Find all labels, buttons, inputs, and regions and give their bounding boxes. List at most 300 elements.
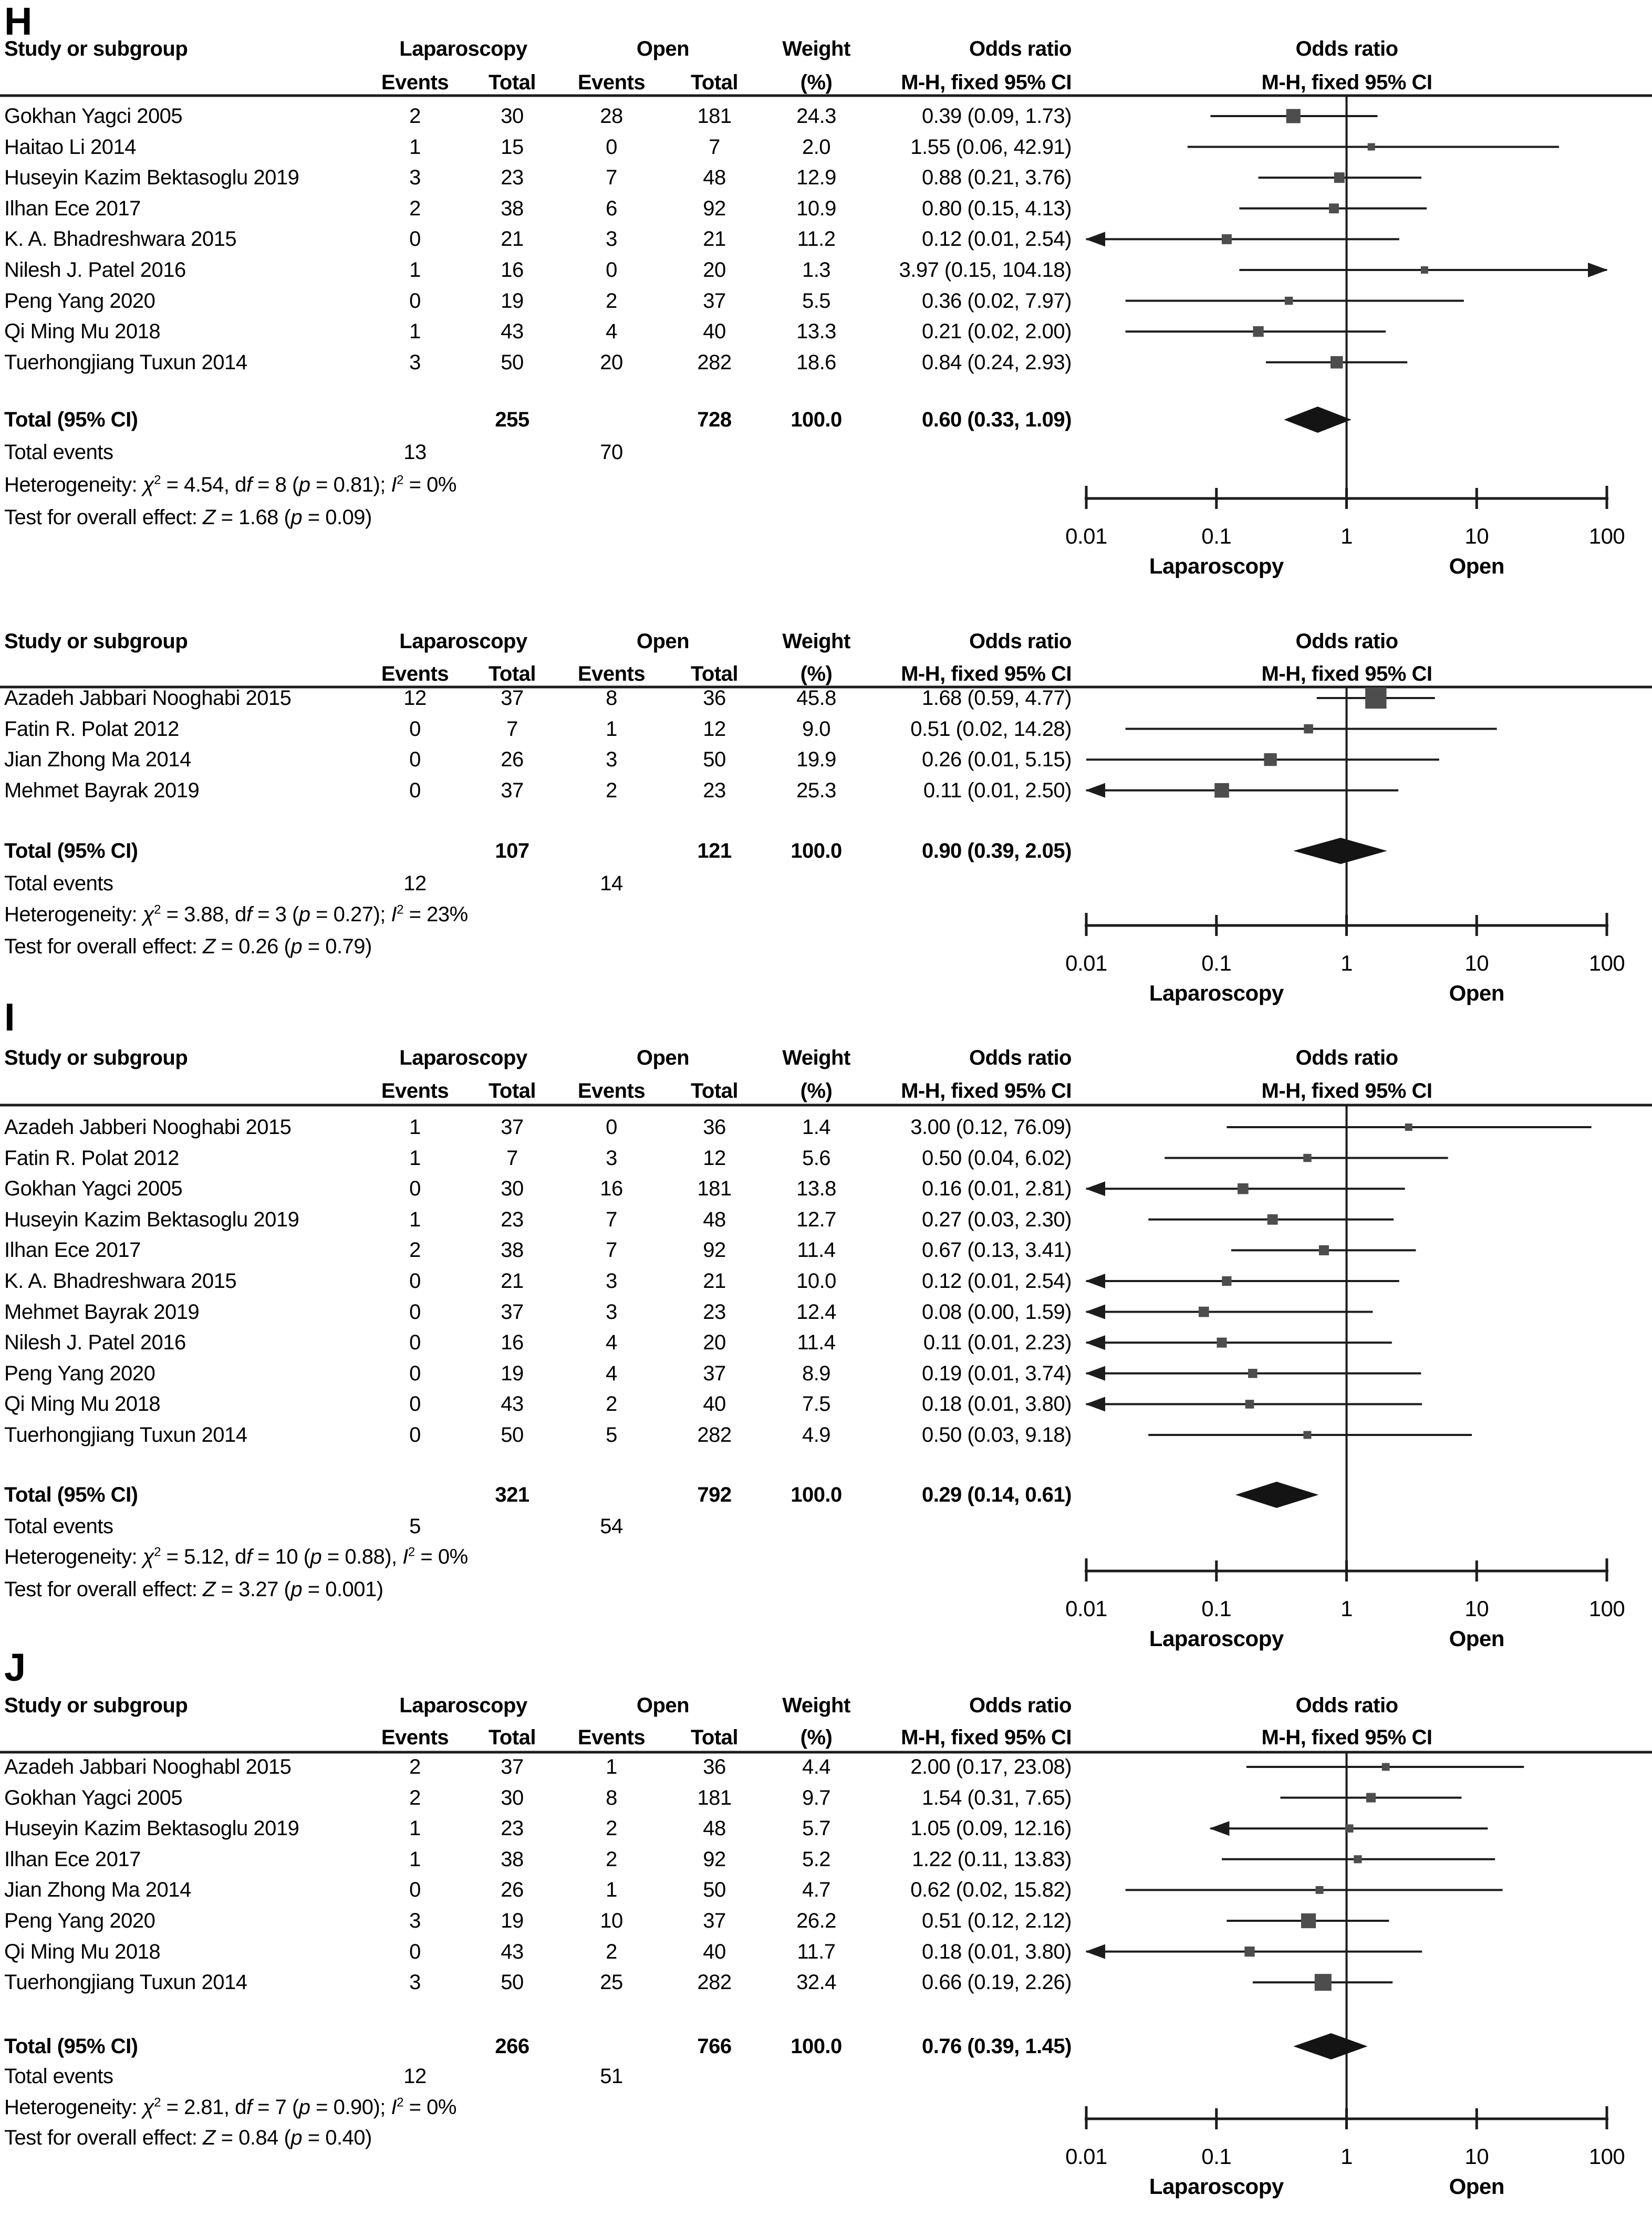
open-events-value: 3: [606, 227, 617, 251]
weight-value: 26.2: [796, 1909, 836, 1932]
lap-total-value: 37: [501, 778, 524, 802]
or-square: [1267, 1214, 1278, 1225]
axis-tick-label: 0.01: [1065, 524, 1107, 548]
column-header-lap-total: Total: [488, 662, 536, 685]
column-header-open: Open: [636, 1046, 690, 1069]
or-ci-text: 1.22 (0.11, 13.83): [912, 1847, 1072, 1871]
total-lap-total: 255: [495, 408, 529, 431]
plot-header-mh-ci: M-H, fixed 95% CI: [1261, 1726, 1432, 1749]
or-square: [1222, 234, 1232, 244]
or-square: [1316, 1886, 1324, 1894]
axis-tick-label: 0.01: [1065, 2144, 1107, 2169]
open-events-value: 3: [606, 1300, 617, 1324]
weight-value: 12.9: [796, 166, 836, 190]
lap-total-value: 37: [501, 1300, 524, 1324]
column-header-open-total: Total: [690, 1079, 739, 1102]
or-square: [1303, 1431, 1311, 1439]
weight-value: 11.4: [797, 1331, 836, 1355]
total-row-label: Total (95% CI): [4, 2035, 138, 2058]
study-name: Azadeh Jabbari Nooghabl 2015: [4, 1755, 292, 1778]
total-row-label: Total (95% CI): [4, 839, 138, 862]
total-events-lap: 13: [403, 441, 427, 464]
ci-arrow-right: [1588, 263, 1608, 277]
study-name: Fatin R. Polat 2012: [4, 1146, 179, 1170]
lap-events-value: 0: [409, 1940, 421, 1963]
study-name: Huseyin Kazim Bektasoglu 2019: [4, 166, 299, 190]
column-header-open-total: Total: [690, 1726, 739, 1749]
weight-value: 4.7: [802, 1878, 831, 1902]
study-name: Qi Ming Mu 2018: [4, 1940, 161, 1963]
or-square: [1382, 1763, 1390, 1771]
lap-events-value: 1: [409, 1208, 421, 1231]
or-square: [1222, 1276, 1231, 1286]
summary-diamond: [1284, 407, 1352, 433]
open-total-value: 36: [703, 1116, 726, 1139]
summary-diamond: [1235, 1482, 1318, 1508]
open-total-value: 23: [703, 778, 726, 802]
open-events-value: 1: [606, 717, 617, 741]
or-ci-text: 1.68 (0.59, 4.77): [921, 686, 1072, 710]
open-events-value: 2: [606, 778, 617, 802]
plot-header-mh-ci: M-H, fixed 95% CI: [1261, 1079, 1432, 1102]
weight-value: 4.9: [802, 1423, 831, 1446]
plot-header-odds-ratio: Odds ratio: [1295, 1046, 1398, 1069]
column-header-weight: Weight: [782, 1694, 850, 1717]
ci-arrow-left: [1085, 1397, 1105, 1411]
lap-total-value: 21: [501, 1269, 524, 1293]
lap-events-value: 1: [409, 258, 421, 282]
or-square: [1345, 1824, 1354, 1833]
column-header-laparoscopy: Laparoscopy: [399, 630, 527, 653]
total-row-label: Total (95% CI): [4, 408, 138, 431]
column-header-open-events: Events: [577, 1726, 646, 1749]
weight-value: 5.6: [802, 1146, 831, 1170]
or-ci-text: 0.50 (0.04, 6.02): [921, 1146, 1072, 1170]
column-header-laparoscopy: Laparoscopy: [399, 37, 527, 60]
study-name: Azadeh Jabbari Nooghabi 2015: [4, 686, 292, 710]
open-events-value: 10: [600, 1909, 623, 1932]
study-name: Jian Zhong Ma 2014: [4, 748, 191, 772]
open-events-value: 4: [606, 320, 617, 344]
open-events-value: 4: [606, 1361, 617, 1385]
weight-value: 5.7: [802, 1817, 831, 1840]
weight-value: 2.0: [802, 135, 831, 159]
or-ci-text: 0.26 (0.01, 5.15): [921, 748, 1072, 772]
weight-value: 45.8: [796, 686, 836, 710]
or-ci-text: 1.55 (0.06, 42.91): [910, 135, 1072, 159]
weight-value: 19.9: [796, 748, 836, 772]
open-total-value: 36: [703, 686, 726, 710]
or-ci-text: 0.50 (0.03, 9.18): [921, 1423, 1072, 1446]
open-total-value: 48: [703, 1208, 726, 1231]
plot-header-mh-ci: M-H, fixed 95% CI: [1261, 662, 1432, 685]
heterogeneity-text: Heterogeneity: $\chi^2 = 4.54$, df = 8 (p = 0.81); $I^2 = 0\%$: [4, 473, 456, 496]
open-events-value: 0: [606, 135, 617, 159]
study-name: Mehmet Bayrak 2019: [4, 778, 200, 802]
or-square: [1329, 203, 1339, 213]
or-square: [1199, 1307, 1209, 1317]
study-name: Ilhan Ece 2017: [4, 1847, 141, 1871]
open-total-value: 282: [697, 1971, 732, 1994]
column-header-open: Open: [636, 37, 690, 60]
or-square: [1304, 724, 1313, 734]
or-square: [1301, 1913, 1316, 1928]
axis-tick-label: 10: [1464, 951, 1489, 975]
ci-arrow-left: [1085, 232, 1105, 246]
column-header-mh-ci: M-H, fixed 95% CI: [901, 1726, 1072, 1749]
lap-total-value: 43: [501, 1392, 524, 1416]
lap-total-value: 26: [501, 748, 524, 772]
lap-total-value: 50: [501, 350, 524, 374]
open-total-value: 92: [703, 196, 726, 220]
or-ci-text: 0.51 (0.02, 14.28): [910, 717, 1072, 741]
study-name: Huseyin Kazim Bektasoglu 2019: [4, 1208, 299, 1231]
lap-total-value: 30: [501, 105, 524, 128]
column-header-weight-pct: (%): [800, 662, 833, 685]
or-square: [1354, 1855, 1362, 1863]
lap-total-value: 19: [501, 1909, 524, 1932]
lap-total-value: 15: [501, 135, 524, 159]
column-header-weight-pct: (%): [800, 71, 833, 94]
lap-total-value: 26: [501, 1878, 524, 1902]
column-header-odds-ratio: Odds ratio: [969, 1046, 1072, 1069]
open-total-value: 181: [697, 1177, 732, 1201]
lap-total-value: 7: [506, 717, 518, 741]
weight-value: 8.9: [802, 1361, 831, 1385]
open-total-value: 48: [703, 166, 726, 190]
or-ci-text: 1.54 (0.31, 7.65): [921, 1786, 1072, 1809]
axis-tick-label: 0.1: [1201, 524, 1232, 548]
study-name: K. A. Bhadreshwara 2015: [4, 1269, 237, 1293]
open-total-value: 23: [703, 1300, 726, 1324]
lap-events-value: 0: [409, 227, 421, 251]
ci-arrow-left: [1085, 783, 1105, 798]
lap-total-value: 30: [501, 1177, 524, 1201]
open-events-value: 2: [606, 289, 617, 313]
column-header-mh-ci: M-H, fixed 95% CI: [901, 71, 1072, 94]
or-ci-text: 0.12 (0.01, 2.54): [921, 227, 1072, 251]
axis-tick-label: 100: [1588, 951, 1625, 975]
column-header-lap-total: Total: [488, 1079, 536, 1102]
ci-arrow-left: [1085, 1366, 1105, 1381]
group-label-laparoscopy: Laparoscopy: [1149, 554, 1284, 578]
open-events-value: 1: [606, 1755, 617, 1778]
open-events-value: 3: [606, 1269, 617, 1293]
study-name: K. A. Bhadreshwara 2015: [4, 227, 237, 251]
open-events-value: 25: [600, 1971, 623, 1994]
ci-arrow-left: [1085, 1274, 1105, 1288]
column-header-mh-ci: M-H, fixed 95% CI: [901, 662, 1072, 685]
axis-tick-label: 0.01: [1065, 951, 1107, 975]
or-ci-text: 0.08 (0.00, 1.59): [921, 1300, 1072, 1324]
axis-tick-label: 100: [1588, 524, 1625, 548]
group-label-open: Open: [1449, 1626, 1504, 1651]
column-header-laparoscopy: Laparoscopy: [399, 1694, 527, 1717]
lap-events-value: 0: [409, 717, 421, 741]
plot-header-odds-ratio: Odds ratio: [1295, 1694, 1398, 1717]
lap-events-value: 2: [409, 1755, 421, 1778]
lap-total-value: 30: [501, 1786, 524, 1809]
open-total-value: 20: [703, 1331, 726, 1355]
column-header-open-events: Events: [577, 71, 646, 94]
open-total-value: 92: [703, 1847, 726, 1871]
or-square: [1365, 688, 1386, 709]
weight-value: 1.3: [802, 258, 831, 282]
or-square: [1214, 783, 1229, 798]
ci-arrow-left: [1209, 1821, 1229, 1836]
study-name: Fatin R. Polat 2012: [4, 717, 179, 741]
or-ci-text: 0.80 (0.15, 4.13): [921, 196, 1072, 220]
or-square: [1405, 1123, 1412, 1131]
open-events-value: 28: [600, 105, 623, 128]
column-header-open-events: Events: [577, 662, 646, 685]
column-header-study: Study or subgroup: [4, 1694, 188, 1717]
or-ci-text: 0.66 (0.19, 2.26): [921, 1971, 1072, 1994]
or-ci-text: 0.39 (0.09, 1.73): [921, 105, 1072, 128]
study-name: Gokhan Yagci 2005: [4, 1177, 183, 1201]
weight-value: 5.2: [802, 1847, 831, 1871]
open-total-value: 50: [703, 1878, 726, 1902]
summary-diamond: [1293, 2033, 1367, 2059]
or-ci-text: 1.05 (0.09, 12.16): [910, 1817, 1072, 1840]
lap-events-value: 2: [409, 1239, 421, 1262]
lap-events-value: 1: [409, 135, 421, 159]
or-square: [1303, 1154, 1311, 1162]
axis-tick-label: 10: [1464, 524, 1489, 548]
lap-events-value: 1: [409, 1146, 421, 1170]
column-header-odds-ratio: Odds ratio: [969, 37, 1072, 60]
lap-total-value: 16: [501, 1331, 524, 1355]
weight-value: 32.4: [796, 1971, 836, 1994]
study-name: Tuerhongjiang Tuxun 2014: [4, 1423, 247, 1446]
axis-tick-label: 100: [1588, 2144, 1625, 2169]
or-ci-text: 0.11 (0.01, 2.23): [923, 1331, 1072, 1355]
total-events-open: 54: [600, 1515, 623, 1538]
total-weight: 100.0: [791, 839, 842, 862]
open-total-value: 20: [703, 258, 726, 282]
or-square: [1319, 1245, 1329, 1255]
open-total-value: 40: [703, 320, 726, 344]
lap-total-value: 23: [501, 1208, 524, 1231]
or-square: [1334, 172, 1345, 183]
lap-events-value: 3: [409, 350, 421, 374]
column-header-open-events: Events: [577, 1079, 646, 1102]
lap-total-value: 37: [501, 1116, 524, 1139]
column-header-weight: Weight: [782, 37, 850, 60]
group-label-open: Open: [1449, 554, 1504, 578]
total-events-label: Total events: [4, 1515, 113, 1538]
or-ci-text: 0.12 (0.01, 2.54): [921, 1269, 1072, 1293]
lap-events-value: 2: [409, 1786, 421, 1809]
study-name: Ilhan Ece 2017: [4, 196, 141, 220]
study-name: Azadeh Jabberi Nooghabi 2015: [4, 1116, 292, 1139]
open-total-value: 12: [703, 717, 726, 741]
total-events-open: 70: [600, 441, 623, 464]
lap-events-value: 0: [409, 1878, 421, 1902]
open-total-value: 282: [697, 1423, 732, 1446]
column-header-laparoscopy: Laparoscopy: [399, 1046, 527, 1069]
group-label-laparoscopy: Laparoscopy: [1149, 2174, 1284, 2199]
total-row-label: Total (95% CI): [4, 1483, 138, 1506]
lap-events-value: 1: [409, 1116, 421, 1139]
axis-tick-label: 0.1: [1201, 1596, 1232, 1621]
lap-events-value: 0: [409, 1300, 421, 1324]
open-events-value: 20: [600, 350, 623, 374]
total-lap-total: 107: [495, 839, 529, 862]
column-header-open: Open: [636, 1694, 690, 1717]
total-open-total: 728: [697, 408, 732, 431]
open-total-value: 7: [709, 135, 720, 159]
open-events-value: 7: [606, 1239, 617, 1262]
or-ci-text: 0.51 (0.12, 2.12): [921, 1909, 1072, 1932]
lap-events-value: 2: [409, 196, 421, 220]
open-total-value: 36: [703, 1755, 726, 1778]
study-name: Nilesh J. Patel 2016: [4, 1331, 186, 1355]
weight-value: 11.2: [797, 227, 836, 251]
lap-total-value: 16: [501, 258, 524, 282]
or-ci-text: 3.97 (0.15, 104.18): [899, 258, 1072, 282]
or-square: [1331, 356, 1343, 369]
or-square: [1368, 143, 1375, 151]
study-name: Peng Yang 2020: [4, 1361, 155, 1385]
column-header-weight: Weight: [782, 630, 850, 653]
or-square: [1244, 1947, 1254, 1957]
study-name: Huseyin Kazim Bektasoglu 2019: [4, 1817, 299, 1840]
open-total-value: 40: [703, 1392, 726, 1416]
total-weight: 100.0: [791, 408, 842, 431]
lap-events-value: 2: [409, 105, 421, 128]
or-square: [1264, 753, 1276, 766]
open-events-value: 0: [606, 1116, 617, 1139]
column-header-open-total: Total: [690, 71, 739, 94]
total-open-total: 121: [697, 839, 732, 862]
open-total-value: 37: [703, 289, 726, 313]
or-square: [1285, 297, 1293, 305]
column-header-weight: Weight: [782, 1046, 850, 1069]
weight-value: 10.0: [796, 1269, 836, 1293]
lap-events-value: 0: [409, 1361, 421, 1385]
total-or-ci-text: 0.90 (0.39, 2.05): [921, 839, 1072, 862]
column-header-mh-ci: M-H, fixed 95% CI: [901, 1079, 1072, 1102]
group-label-laparoscopy: Laparoscopy: [1149, 1626, 1284, 1651]
open-events-value: 16: [600, 1177, 623, 1201]
axis-tick-label: 1: [1341, 2144, 1353, 2169]
lap-total-value: 50: [501, 1423, 524, 1446]
lap-total-value: 23: [501, 1817, 524, 1840]
total-events-lap: 12: [403, 2065, 427, 2088]
open-events-value: 7: [606, 1208, 617, 1231]
axis-tick-label: 1: [1341, 524, 1353, 548]
lap-total-value: 37: [501, 1755, 524, 1778]
or-square: [1248, 1369, 1258, 1378]
lap-events-value: 1: [409, 1847, 421, 1871]
lap-total-value: 7: [506, 1146, 518, 1170]
total-open-total: 792: [697, 1483, 732, 1506]
open-events-value: 8: [606, 686, 617, 710]
open-events-value: 1: [606, 1878, 617, 1902]
or-ci-text: 0.21 (0.02, 2.00): [921, 320, 1072, 344]
column-header-weight-pct: (%): [800, 1079, 833, 1102]
or-square: [1286, 109, 1301, 123]
weight-value: 5.5: [802, 289, 831, 313]
weight-value: 9.0: [802, 717, 831, 741]
weight-value: 25.3: [796, 778, 836, 802]
column-header-lap-events: Events: [381, 1726, 449, 1749]
weight-value: 1.4: [802, 1116, 831, 1139]
axis-tick-label: 0.1: [1201, 2144, 1232, 2169]
open-events-value: 5: [606, 1423, 617, 1446]
study-name: Haitao Li 2014: [4, 135, 136, 159]
group-label-laparoscopy: Laparoscopy: [1149, 981, 1284, 1005]
overall-effect-text: Test for overall effect: Z = 1.68 (p = 0.09): [4, 506, 372, 529]
ci-arrow-left: [1085, 1944, 1105, 1959]
open-total-value: 92: [703, 1239, 726, 1262]
lap-total-value: 43: [501, 320, 524, 344]
or-ci-text: 0.18 (0.01, 3.80): [921, 1392, 1072, 1416]
total-lap-total: 321: [495, 1483, 529, 1506]
lap-events-value: 0: [409, 1423, 421, 1446]
total-open-total: 766: [697, 2035, 732, 2058]
or-ci-text: 0.16 (0.01, 2.81): [921, 1177, 1072, 1201]
axis-tick-label: 0.01: [1065, 1596, 1107, 1621]
lap-total-value: 21: [501, 227, 524, 251]
heterogeneity-text: Heterogeneity: $\chi^2 = 5.12$, df = 10 (p = 0.88), $I^2 = 0\%$: [4, 1545, 468, 1568]
or-ci-text: 2.00 (0.17, 23.08): [910, 1755, 1072, 1778]
open-total-value: 12: [703, 1146, 726, 1170]
column-header-odds-ratio: Odds ratio: [969, 630, 1072, 653]
open-total-value: 282: [697, 350, 732, 374]
weight-value: 4.4: [802, 1755, 831, 1778]
weight-value: 24.3: [796, 105, 836, 128]
lap-events-value: 1: [409, 320, 421, 344]
open-events-value: 6: [606, 196, 617, 220]
lap-total-value: 38: [501, 1847, 524, 1871]
open-events-value: 3: [606, 1146, 617, 1170]
axis-tick-label: 1: [1341, 951, 1353, 975]
or-square: [1245, 1400, 1254, 1409]
weight-value: 12.7: [796, 1208, 836, 1231]
lap-total-value: 43: [501, 1940, 524, 1963]
or-ci-text: 0.84 (0.24, 2.93): [921, 350, 1072, 374]
lap-events-value: 0: [409, 1331, 421, 1355]
study-name: Ilhan Ece 2017: [4, 1239, 141, 1262]
lap-total-value: 19: [501, 1361, 524, 1385]
panel-label: H: [4, 0, 32, 43]
open-total-value: 37: [703, 1909, 726, 1932]
or-ci-text: 3.00 (0.12, 76.09): [910, 1116, 1072, 1139]
total-events-lap: 5: [409, 1515, 421, 1538]
study-name: Gokhan Yagci 2005: [4, 105, 183, 128]
study-name: Gokhan Yagci 2005: [4, 1786, 183, 1809]
axis-tick-label: 10: [1464, 2144, 1489, 2169]
total-events-lap: 12: [403, 872, 427, 895]
lap-events-value: 0: [409, 289, 421, 313]
open-total-value: 181: [697, 1786, 732, 1809]
weight-value: 13.8: [796, 1177, 836, 1201]
or-ci-text: 0.11 (0.01, 2.50): [923, 778, 1072, 802]
heterogeneity-text: Heterogeneity: $\chi^2 = 3.88$, df = 3 (p = 0.27); $I^2 = 23\%$: [4, 902, 468, 926]
lap-events-value: 0: [409, 1392, 421, 1416]
group-label-open: Open: [1449, 981, 1504, 1005]
weight-value: 11.4: [797, 1239, 836, 1262]
study-name: Qi Ming Mu 2018: [4, 1392, 161, 1416]
lap-total-value: 38: [501, 196, 524, 220]
open-total-value: 21: [703, 1269, 726, 1293]
summary-diamond: [1293, 838, 1387, 864]
total-or-ci-text: 0.60 (0.33, 1.09): [921, 408, 1072, 431]
open-total-value: 50: [703, 748, 726, 772]
total-lap-total: 266: [495, 2035, 529, 2058]
